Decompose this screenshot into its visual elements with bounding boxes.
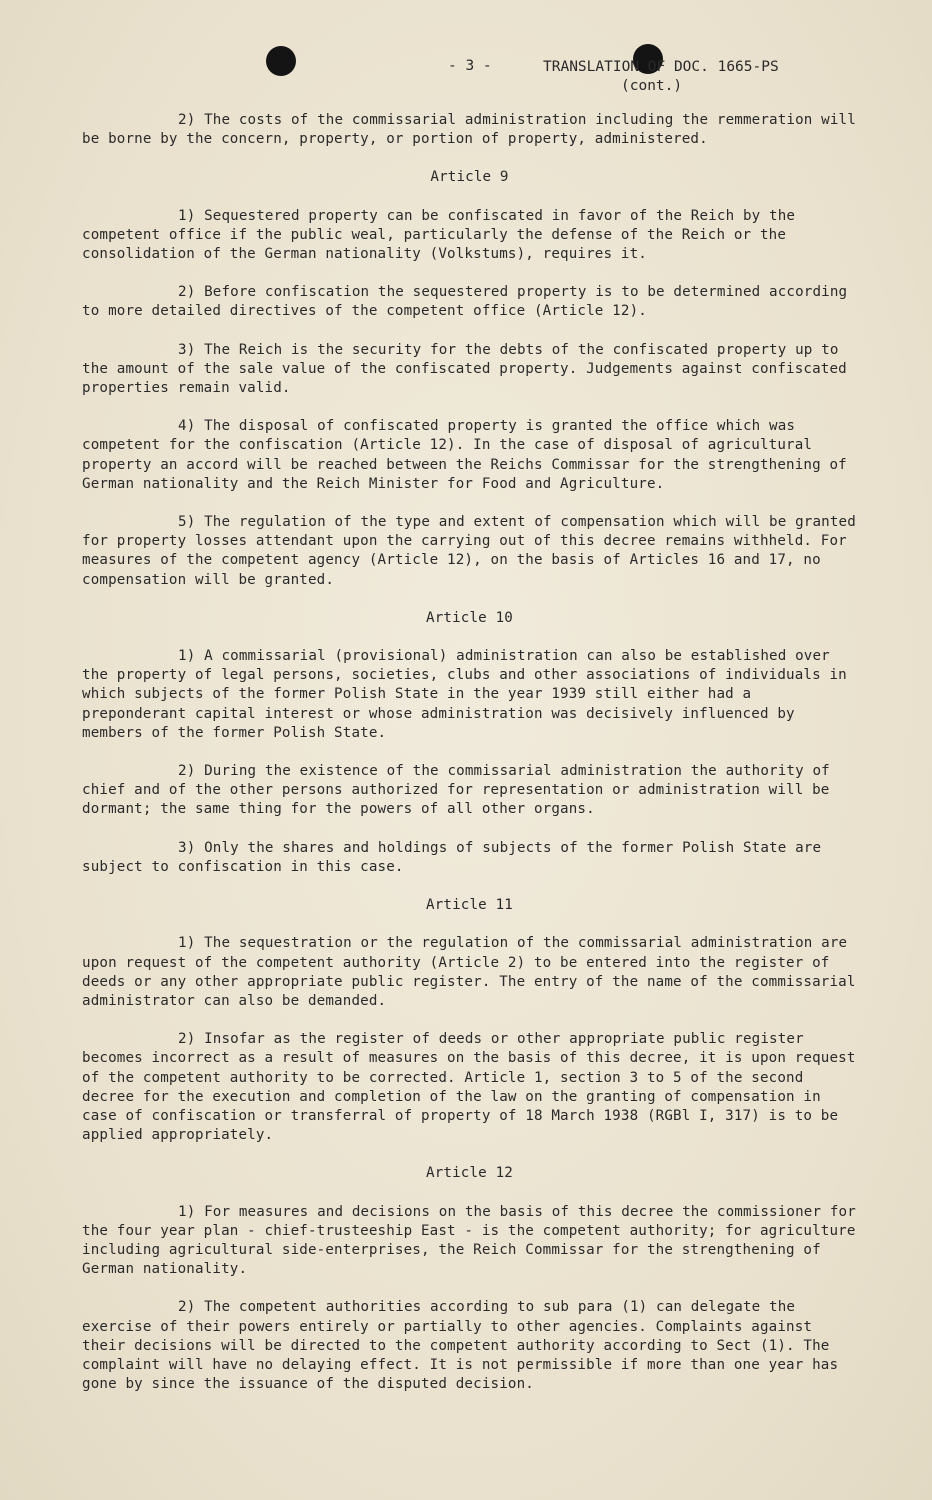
article-heading: Article 12 [426, 1165, 513, 1182]
paragraph: 2) The competent authorities according to sub para (1) can delegate the exercise of their powers entirely or partially to other agencies. Complaints against their decisions will be directed to the competent authority according to Sect (1). The complaint will have no delaying effect. It is not permissible if more than one year has gone by since the issuance of the disputed decision. [82, 1299, 847, 1393]
paragraph: 5) The regulation of the type and extent of compensation which will be granted for property losses attendant upon the carrying out of this decree remains withheld. For measures of the competent agency (Article 12), on the basis of Articles 16 and 17, no compensation will be granted. [82, 514, 865, 588]
continuation-mark: (cont.) [621, 78, 683, 94]
punch-hole [266, 46, 296, 76]
paragraph: 2) Insofar as the register of deeds or other appropriate public register becomes incorrect as a result of measures on the basis of this decree, it is upon request of the competent authority to be corrected. Article 1, section 3 to 5 of the second decree for the execution and completion of the law on the granting of compensation in case of confiscation or transferral of property of 18 March 1938 (RGBl I, 317) is to be applied appropriately. [82, 1031, 865, 1144]
article-heading: Article 10 [426, 609, 513, 626]
translation-line: TRANSLATION OF DOC. 1665-PS [543, 59, 779, 75]
document-header [543, 58, 779, 96]
page-number: - 3 - [448, 58, 492, 74]
paragraph: 1) A commissarial (provisional) administration can also be established over the property of legal persons, societies, clubs and other associations of individuals in which subjects of the former Polish State in the year 1939 still either had a preponderant capital interest or whose administration was decisively influenced by members of the former Polish State. [82, 648, 856, 741]
article-heading: Article 9 [430, 169, 509, 186]
paragraph: 3) The Reich is the security for the debts of the confiscated property up to the amount of the sale value of the confiscated property. Judgements against confiscated properties remain valid. [82, 341, 856, 397]
paragraph: 2) During the existence of the commissarial administration the authority of chief and of the other persons authorized for representation or administration will be dormant; the same thing for the powers of all other organs. [82, 763, 839, 818]
paragraph: 1) Sequestered property can be confiscated in favor of the Reich by the competent office if the public weal, particularly the defense of the Reich or the consolidation of the German nationality (Volkstums), requires it. [82, 207, 804, 263]
article-heading: Article 11 [426, 897, 513, 914]
paragraph: 2) Before confiscation the sequestered property is to be determined according to more detailed directives of the competent office (Article 12). [82, 284, 856, 320]
paragraph: 1) The sequestration or the regulation of the commissarial administration are upon request of the competent authority (Article 2) to be entered into the register of deeds or any other appropriate public register. The entry of the name of the commissarial administrator can also be demanded. [82, 935, 865, 1009]
paragraph: 4) The disposal of confiscated property is granted the office which was competent for the confiscation (Article 12). In the case of disposal of agricultural property an accord will be reached between the Reichs Commissar for the strengthening of German nationality and the Reich Minister for Food and Agriculture. [82, 418, 856, 492]
document-body [82, 111, 865, 1413]
paragraph: 3) Only the shares and holdings of subjects of the former Polish State are subject to confiscation in this case. [82, 839, 830, 875]
paragraph: 1) For measures and decisions on the basis of this decree the commissioner for the four year plan - chief-trusteeship East - is the competent authority; for agriculture including agricultural side-enterprises, the Reich Commissar for the strengthening of German nationality. [82, 1203, 865, 1278]
paragraph: 2) The costs of the commissarial administration including the remmeration will be borne by the concern, property, or portion of property, administered. [82, 112, 865, 148]
